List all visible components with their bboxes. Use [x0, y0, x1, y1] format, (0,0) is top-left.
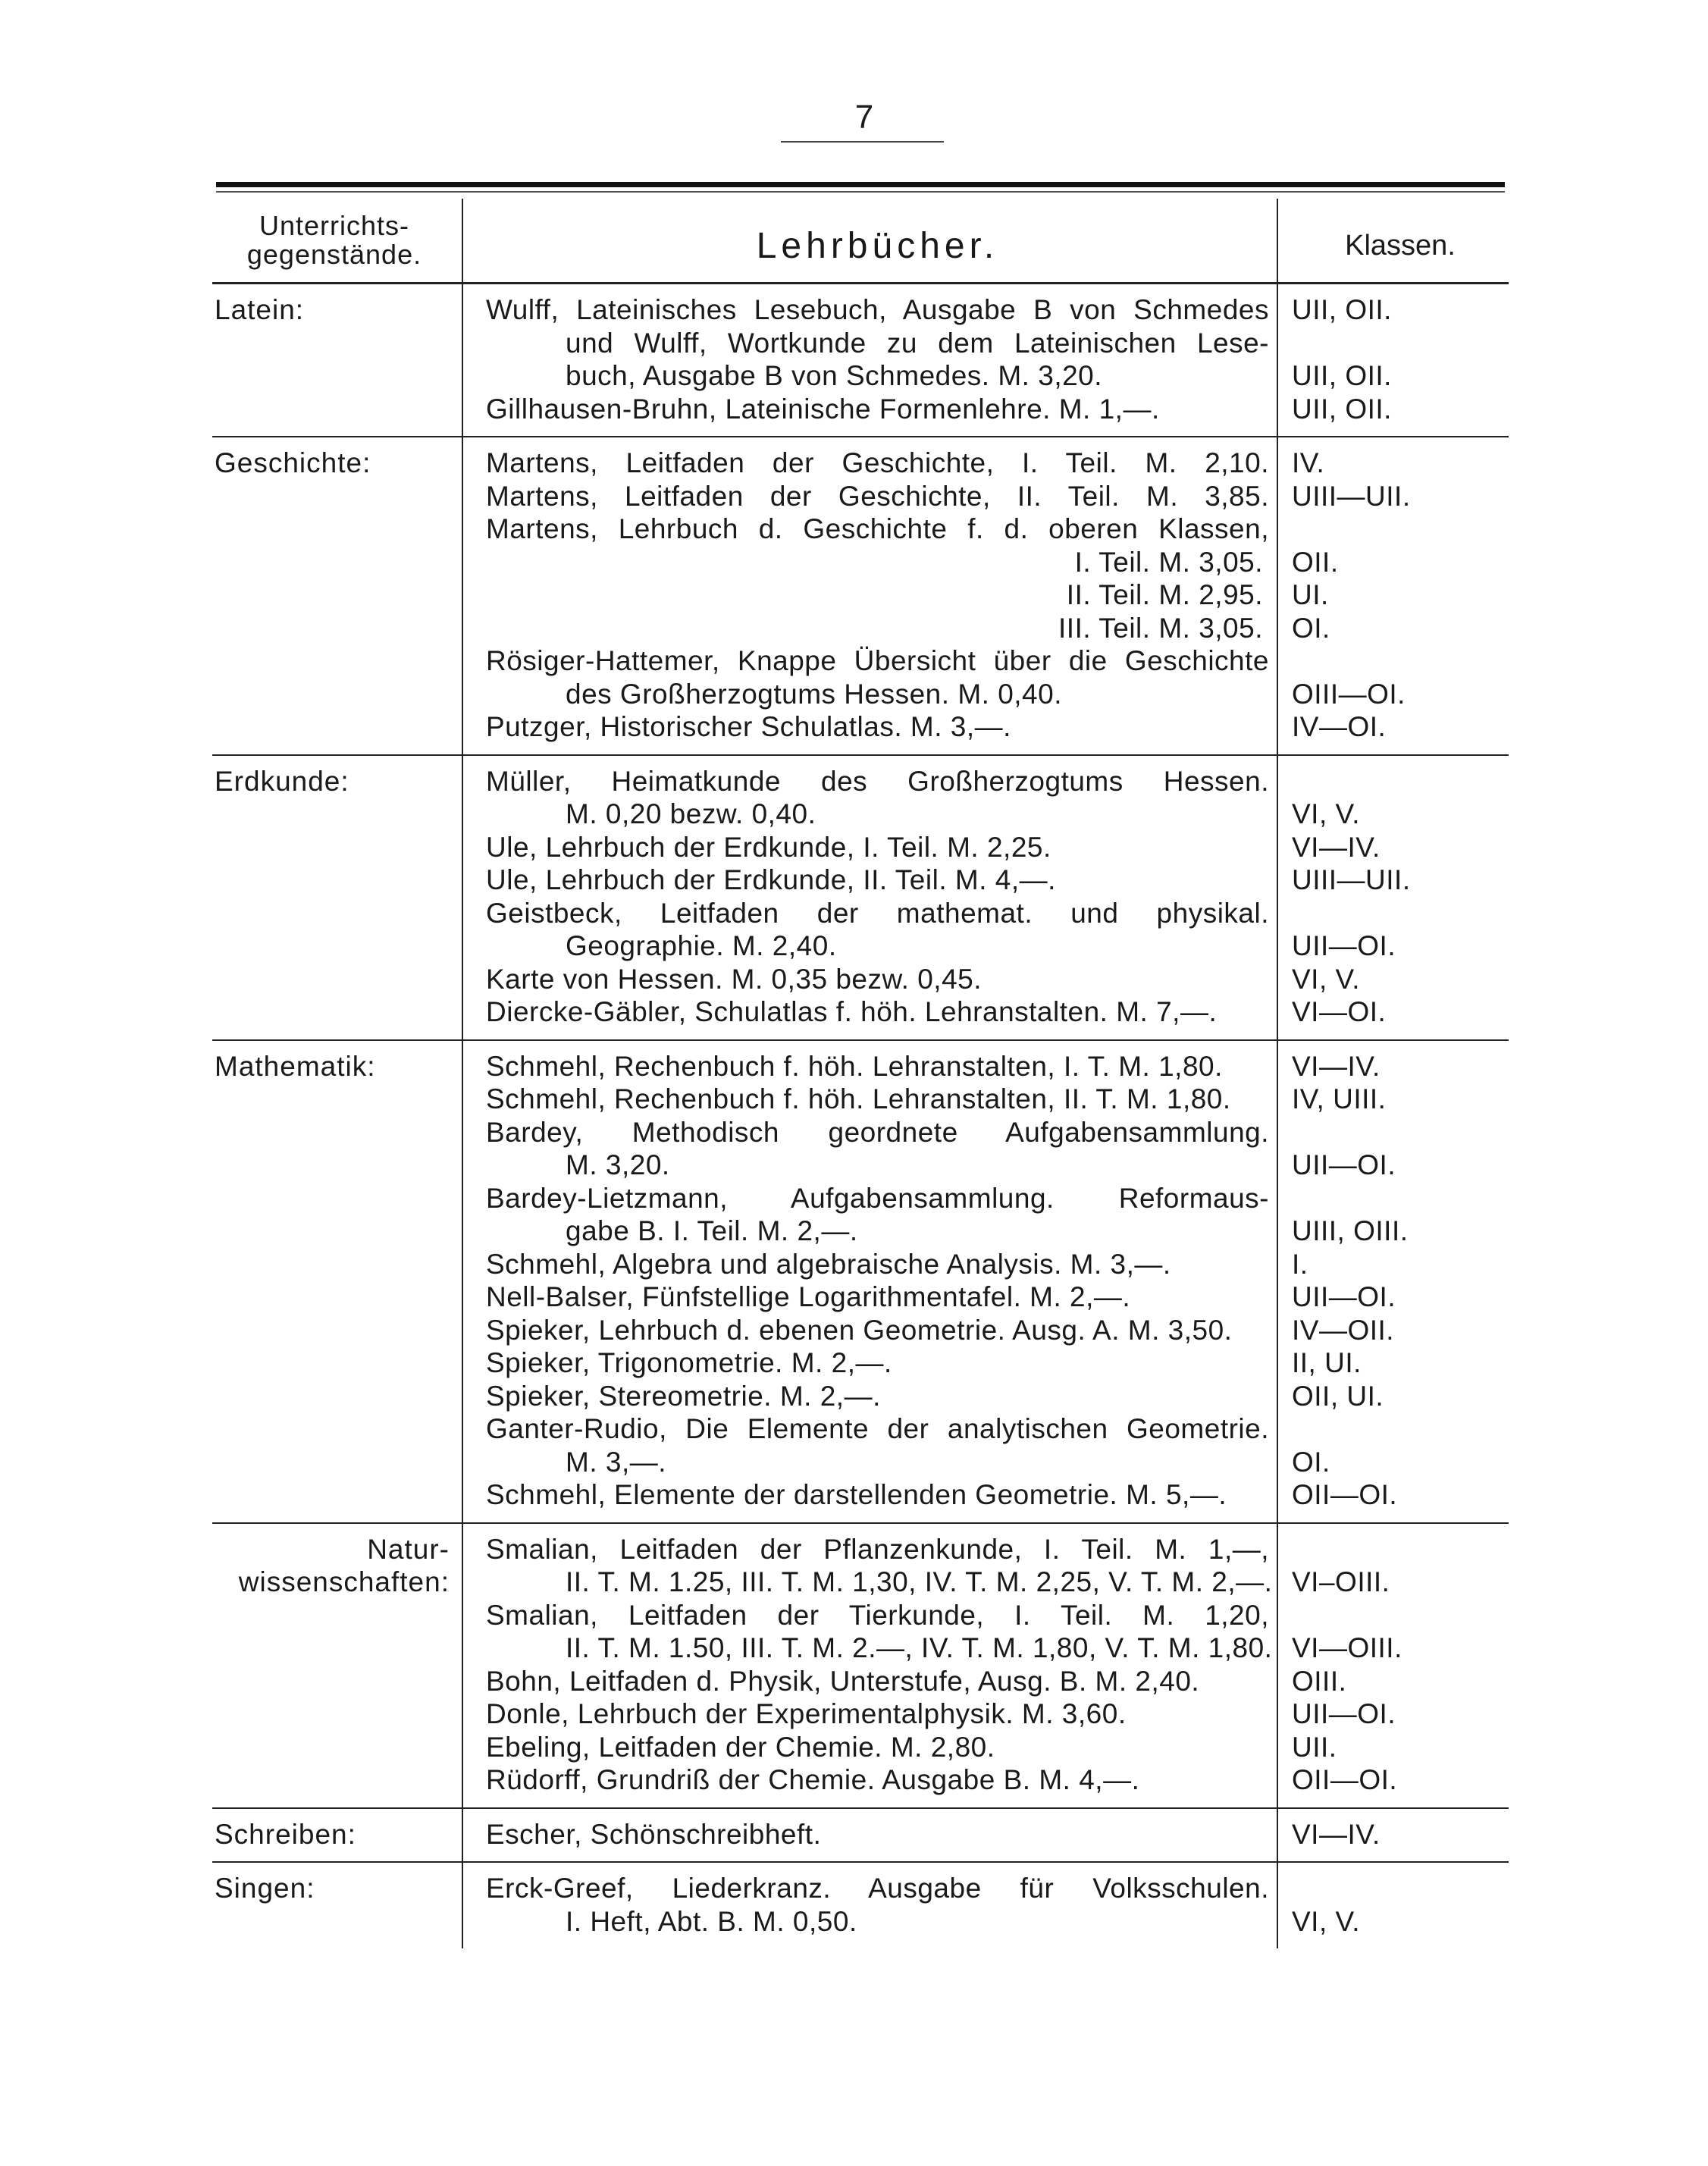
- classes-cell: [1277, 284, 1509, 437]
- book-line: I. Heft, Abt. B. M. 0,50.: [566, 1905, 857, 1937]
- subject-name: Erdkunde:: [215, 765, 349, 797]
- book-line: Ule, Lehrbuch der Erdkunde, I. Teil. M. 2,25.: [486, 831, 1051, 863]
- class-entry: VI—IV.: [1292, 1818, 1381, 1850]
- book-line: M. 0,20 bezw. 0,40.: [566, 798, 816, 829]
- table-body: [212, 284, 1509, 1949]
- page-number-rule: [781, 141, 944, 143]
- book-line: Ule, Lehrbuch der Erdkunde, II. Teil. M. 4,—.: [486, 864, 1056, 895]
- book-line: Spieker, Trigonometrie. M. 2,—.: [486, 1347, 892, 1378]
- class-entry: VI—OIII.: [1292, 1632, 1402, 1663]
- subject-name: Singen:: [215, 1873, 315, 1904]
- class-entry: OII—OI.: [1292, 1479, 1398, 1510]
- book-line: Martens, Leitfaden der Geschichte, II. Teil. M. 3,85.: [486, 480, 1269, 512]
- class-entry: OI.: [1292, 1446, 1330, 1478]
- books-cell: [462, 1808, 1277, 1863]
- table-row: [212, 1808, 1509, 1863]
- book-line: Geistbeck, Leitfaden der mathemat. und physikal.: [486, 897, 1269, 929]
- class-entry: VI—IV.: [1292, 1050, 1381, 1082]
- book-line: Schmehl, Rechenbuch f. höh. Lehranstalten, I. T. M. 1,80.: [486, 1050, 1223, 1082]
- class-entry: I.: [1292, 1248, 1308, 1280]
- table-header: [212, 199, 1509, 284]
- book-line: II. T. M. 1.50, III. T. M. 2.—, IV. T. M. 1,80, V. T. M. 1,80.: [566, 1632, 1273, 1663]
- book-line: des Großherzogtums Hessen. M. 0,40.: [566, 678, 1062, 710]
- subject-name: Latein:: [215, 294, 305, 325]
- class-entry: UI.: [1292, 579, 1329, 610]
- book-line: Rüdorff, Grundriß der Chemie. Ausgabe B. M. 4,—.: [486, 1764, 1140, 1795]
- header-rule-thin: [216, 191, 1505, 193]
- subject-cell: [212, 437, 462, 755]
- books-cell: [462, 1040, 1277, 1523]
- book-line: Spieker, Stereometrie. M. 2,—.: [486, 1380, 881, 1412]
- subject-name: Mathematik:: [215, 1050, 376, 1082]
- book-line: Bardey-Lietzmann, Aufgabensammlung. Reformaus-: [486, 1182, 1269, 1214]
- book-line: Diercke-Gäbler, Schulatlas f. höh. Lehranstalten. M. 7,—.: [486, 996, 1218, 1027]
- class-entry: OIII—OI.: [1292, 678, 1406, 710]
- class-entry: UII, OII.: [1292, 294, 1392, 325]
- subject-cell: [212, 1040, 462, 1523]
- page-number: 7: [854, 99, 874, 136]
- book-line: II. Teil. M. 2,95.: [1066, 579, 1263, 610]
- class-entry: [1292, 327, 1509, 360]
- book-line: II. T. M. 1.25, III. T. M. 1,30, IV. T. M. 2,25, V. T. M. 2,—.: [566, 1566, 1273, 1597]
- book-line: Geographie. M. 2,40.: [566, 930, 837, 961]
- book-line: Schmehl, Elemente der darstellenden Geometrie. M. 5,—.: [486, 1479, 1227, 1510]
- class-entry: [1292, 513, 1509, 546]
- book-line: III. Teil. M. 3,05.: [1058, 612, 1263, 644]
- book-line: Wulff, Lateinisches Lesebuch, Ausgabe B von Schmedes: [486, 294, 1269, 325]
- book-line: Müller, Heimatkunde des Großherzogtums Hessen.: [486, 765, 1269, 797]
- class-entry: VI–OIII.: [1292, 1566, 1390, 1597]
- book-line: Escher, Schönschreibheft.: [486, 1818, 822, 1850]
- book-line: Martens, Lehrbuch d. Geschichte f. d. oberen Klassen,: [486, 513, 1269, 544]
- header-books: [462, 199, 1277, 284]
- class-entry: II, UI.: [1292, 1347, 1362, 1378]
- table-row: [212, 1523, 1509, 1808]
- class-entry: UII, OII.: [1292, 393, 1392, 425]
- class-entry: OII—OI.: [1292, 1764, 1398, 1795]
- table-row: [212, 1040, 1509, 1523]
- book-line: gabe B. I. Teil. M. 2,—.: [566, 1215, 858, 1246]
- class-entry: [1292, 1412, 1509, 1446]
- book-line: Bohn, Leitfaden d. Physik, Unterstufe, Ausg. B. M. 2,40.: [486, 1665, 1200, 1697]
- book-line: Smalian, Leitfaden der Pflanzenkunde, I. Teil. M. 1,—,: [486, 1533, 1269, 1565]
- book-line: Ganter-Rudio, Die Elemente der analytischen Geometrie.: [486, 1413, 1269, 1444]
- book-line: und Wulff, Wortkunde zu dem Lateinischen Lese-: [566, 327, 1269, 359]
- classes-cell: [1277, 1523, 1509, 1808]
- class-entry: IV, UIII.: [1292, 1083, 1387, 1114]
- header-subject-label: Unterrichts- gegenstände.: [246, 210, 422, 270]
- book-line: Nell-Balser, Fünfstellige Logarithmentafel. M. 2,—.: [486, 1281, 1131, 1312]
- class-entry: VI, V.: [1292, 963, 1361, 995]
- class-entry: [1292, 1116, 1509, 1149]
- classes-cell: [1277, 755, 1509, 1040]
- class-entry: [1292, 1533, 1509, 1566]
- class-entry: UII—OI.: [1292, 1281, 1396, 1312]
- class-entry: UIII—UII.: [1292, 864, 1411, 895]
- class-entry: UII—OI.: [1292, 1698, 1396, 1729]
- subject-name: Natur- wissenschaften:: [238, 1533, 450, 1597]
- book-line: Rösiger-Hattemer, Knappe Übersicht über die Geschichte: [486, 645, 1269, 676]
- book-line: Martens, Leitfaden der Geschichte, I. Teil. M. 2,10.: [486, 447, 1269, 478]
- table-row: [212, 284, 1509, 437]
- classes-cell: [1277, 1808, 1509, 1863]
- class-entry: UII—OI.: [1292, 1149, 1396, 1180]
- book-line: Bardey, Methodisch geordnete Aufgabensammlung.: [486, 1116, 1269, 1148]
- class-entry: IV—OI.: [1292, 711, 1387, 742]
- class-entry: IV—OII.: [1292, 1314, 1395, 1346]
- table-row: [212, 1862, 1509, 1948]
- subject-cell: [212, 755, 462, 1040]
- class-entry: OI.: [1292, 612, 1330, 644]
- book-line: Ebeling, Leitfaden der Chemie. M. 2,80.: [486, 1731, 995, 1763]
- subject-cell: [212, 1862, 462, 1948]
- class-entry: UII.: [1292, 1731, 1337, 1763]
- header-classes: [1277, 199, 1509, 284]
- book-line: Schmehl, Rechenbuch f. höh. Lehranstalten, II. T. M. 1,80.: [486, 1083, 1231, 1114]
- books-cell: [462, 1862, 1277, 1948]
- subject-cell: [212, 1808, 462, 1863]
- book-line: Gillhausen-Bruhn, Lateinische Formenlehre. M. 1,—.: [486, 393, 1160, 425]
- class-entry: UIII, OIII.: [1292, 1215, 1409, 1246]
- class-entry: IV.: [1292, 447, 1325, 478]
- book-line: M. 3,20.: [566, 1149, 670, 1180]
- header-rule: [216, 182, 1505, 187]
- books-cell: [462, 1523, 1277, 1808]
- subject-name: Geschichte:: [215, 447, 371, 478]
- header-subject: [212, 199, 462, 284]
- class-entry: UII—OI.: [1292, 930, 1396, 961]
- class-entry: [1292, 1182, 1509, 1215]
- subject-cell: [212, 1523, 462, 1808]
- class-entry: [1292, 1872, 1509, 1905]
- books-cell: [462, 755, 1277, 1040]
- books-cell: [462, 437, 1277, 755]
- class-entry: [1292, 897, 1509, 930]
- book-line: Karte von Hessen. M. 0,35 bezw. 0,45.: [486, 963, 982, 995]
- header-classes-label: Klassen.: [1345, 229, 1456, 262]
- books-cell: [462, 284, 1277, 437]
- book-line: Putzger, Historischer Schulatlas. M. 3,—.: [486, 711, 1011, 742]
- class-entry: VI, V.: [1292, 1905, 1361, 1937]
- class-entry: [1292, 644, 1509, 678]
- class-entry: [1292, 1599, 1509, 1632]
- class-entry: VI—OI.: [1292, 996, 1387, 1027]
- book-line: Donle, Lehrbuch der Experimentalphysik. M. 3,60.: [486, 1698, 1127, 1729]
- book-line: Erck-Greef, Liederkranz. Ausgabe für Volksschulen.: [486, 1873, 1269, 1904]
- book-line: buch, Ausgabe B von Schmedes. M. 3,20.: [566, 360, 1103, 391]
- class-entry: OII.: [1292, 546, 1339, 578]
- class-entry: UIII—UII.: [1292, 480, 1411, 512]
- class-entry: UII, OII.: [1292, 360, 1392, 391]
- book-line: I. Teil. M. 3,05.: [1074, 546, 1263, 578]
- classes-cell: [1277, 437, 1509, 755]
- class-entry: OIII.: [1292, 1665, 1347, 1697]
- textbook-table: [212, 199, 1509, 1948]
- table-row: [212, 755, 1509, 1040]
- subject-cell: [212, 284, 462, 437]
- classes-cell: [1277, 1040, 1509, 1523]
- table-row: [212, 437, 1509, 755]
- book-line: M. 3,—.: [566, 1446, 667, 1478]
- classes-cell: [1277, 1862, 1509, 1948]
- book-line: Schmehl, Algebra und algebraische Analysis. M. 3,—.: [486, 1248, 1171, 1280]
- class-entry: VI—IV.: [1292, 831, 1381, 863]
- book-line: Smalian, Leitfaden der Tierkunde, I. Teil. M. 1,20,: [486, 1599, 1269, 1631]
- header-books-label: Lehrbücher.: [756, 225, 999, 266]
- subject-name: Schreiben:: [215, 1818, 356, 1850]
- class-entry: [1292, 765, 1509, 798]
- book-line: Spieker, Lehrbuch d. ebenen Geometrie. Ausg. A. M. 3,50.: [486, 1314, 1233, 1346]
- class-entry: VI, V.: [1292, 798, 1361, 829]
- class-entry: OII, UI.: [1292, 1380, 1384, 1412]
